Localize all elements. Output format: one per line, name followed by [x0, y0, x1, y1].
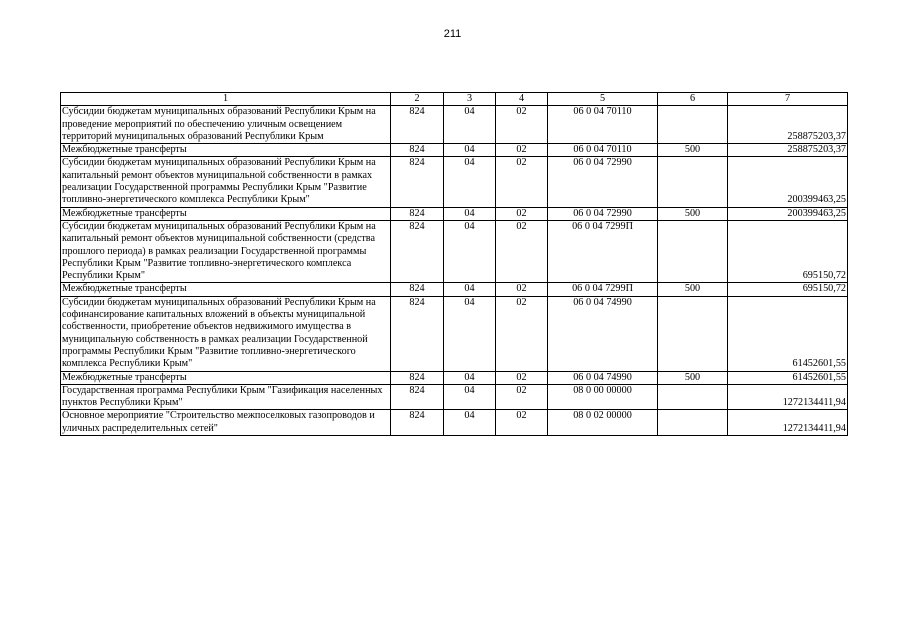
column-header: 3 — [444, 93, 496, 106]
ministry-code-cell: 824 — [391, 410, 444, 436]
amount-cell: 1272134411,94 — [728, 384, 848, 410]
ministry-code-cell: 824 — [391, 371, 444, 384]
column-header: 1 — [61, 93, 391, 106]
column-header: 5 — [548, 93, 658, 106]
ministry-code-cell: 824 — [391, 144, 444, 157]
target-article-cell: 08 0 00 00000 — [548, 384, 658, 410]
row-name-cell: Субсидии бюджетам муниципальных образований Республики Крым на капитальный ремонт объектов муниципальной собственности в рамках реализации Государственной программы Республики Крым "Развитие топливно-энергетического комплекса Республики Крым" — [61, 157, 391, 207]
table-row — [61, 296, 848, 371]
amount-cell: 200399463,25 — [728, 207, 848, 220]
subsection-code-cell: 02 — [496, 296, 548, 371]
ministry-code-cell: 824 — [391, 384, 444, 410]
row-name-cell: Межбюджетные трансферты — [61, 283, 391, 296]
amount-cell: 61452601,55 — [728, 296, 848, 371]
table-row — [61, 410, 848, 436]
ministry-code-cell: 824 — [391, 220, 444, 282]
table-row — [61, 283, 848, 296]
subsection-code-cell: 02 — [496, 157, 548, 207]
target-article-cell: 06 0 04 74990 — [548, 371, 658, 384]
section-code-cell: 04 — [444, 144, 496, 157]
amount-cell: 695150,72 — [728, 220, 848, 282]
column-header: 6 — [658, 93, 728, 106]
subsection-code-cell: 02 — [496, 384, 548, 410]
section-code-cell: 04 — [444, 296, 496, 371]
target-article-cell: 06 0 04 70110 — [548, 106, 658, 144]
row-name-cell: Субсидии бюджетам муниципальных образований Республики Крым на софинансирование капитальных вложений в объекты муниципальной собственности, приобретение объектов недвижимого имущества в муниципальную собственность в рамках реализации Государственной программы Республики Крым "Развитие топливно-энергетического комплекса Республики Крым" — [61, 296, 391, 371]
subsection-code-cell: 02 — [496, 371, 548, 384]
section-code-cell: 04 — [444, 157, 496, 207]
table-row — [61, 220, 848, 282]
budget-table — [60, 92, 848, 436]
target-article-cell: 06 0 04 72990 — [548, 207, 658, 220]
ministry-code-cell: 824 — [391, 207, 444, 220]
row-name-cell: Межбюджетные трансферты — [61, 207, 391, 220]
table-row — [61, 144, 848, 157]
amount-cell: 258875203,37 — [728, 144, 848, 157]
section-code-cell: 04 — [444, 384, 496, 410]
table-row — [61, 157, 848, 207]
section-code-cell: 04 — [444, 220, 496, 282]
subsection-code-cell: 02 — [496, 283, 548, 296]
ministry-code-cell: 824 — [391, 283, 444, 296]
page-number: 211 — [443, 28, 462, 40]
expense-type-cell: 500 — [658, 207, 728, 220]
amount-cell: 1272134411,94 — [728, 410, 848, 436]
subsection-code-cell: 02 — [496, 410, 548, 436]
amount-cell: 695150,72 — [728, 283, 848, 296]
row-name-cell: Субсидии бюджетам муниципальных образований Республики Крым на капитальный ремонт объектов муниципальной собственности (средства прошлого периода) в рамках реализации Государственной программы Республики Крым "Развитие топливно-энергетического комплекса Республики Крым" — [61, 220, 391, 282]
row-name-cell: Государственная программа Республики Крым "Газификация населенных пунктов Республики Крым" — [61, 384, 391, 410]
expense-type-cell — [658, 410, 728, 436]
subsection-code-cell: 02 — [496, 106, 548, 144]
expense-type-cell: 500 — [658, 283, 728, 296]
amount-cell: 61452601,55 — [728, 371, 848, 384]
target-article-cell: 06 0 04 7299П — [548, 220, 658, 282]
target-article-cell: 06 0 04 7299П — [548, 283, 658, 296]
section-code-cell: 04 — [444, 106, 496, 144]
target-article-cell: 06 0 04 70110 — [548, 144, 658, 157]
amount-cell: 200399463,25 — [728, 157, 848, 207]
table-row — [61, 207, 848, 220]
amount-cell: 258875203,37 — [728, 106, 848, 144]
section-code-cell: 04 — [444, 207, 496, 220]
table-row — [61, 371, 848, 384]
column-header: 4 — [496, 93, 548, 106]
section-code-cell: 04 — [444, 371, 496, 384]
expense-type-cell — [658, 106, 728, 144]
section-code-cell: 04 — [444, 410, 496, 436]
row-name-cell: Основное мероприятие "Строительство межпоселковых газопроводов и уличных распределительных сетей" — [61, 410, 391, 436]
target-article-cell: 06 0 04 72990 — [548, 157, 658, 207]
subsection-code-cell: 02 — [496, 144, 548, 157]
column-header: 2 — [391, 93, 444, 106]
row-name-cell: Межбюджетные трансферты — [61, 144, 391, 157]
column-header: 7 — [728, 93, 848, 106]
ministry-code-cell: 824 — [391, 106, 444, 144]
table-row — [61, 384, 848, 410]
expense-type-cell: 500 — [658, 371, 728, 384]
expense-type-cell — [658, 296, 728, 371]
expense-type-cell — [658, 384, 728, 410]
row-name-cell: Субсидии бюджетам муниципальных образований Республики Крым на проведение мероприятий по обеспечению уличным освещением территорий муниципальных образований Республики Крым — [61, 106, 391, 144]
table-row — [61, 106, 848, 144]
row-name-cell: Межбюджетные трансферты — [61, 371, 391, 384]
ministry-code-cell: 824 — [391, 157, 444, 207]
expense-type-cell — [658, 157, 728, 207]
expense-type-cell: 500 — [658, 144, 728, 157]
section-code-cell: 04 — [444, 283, 496, 296]
target-article-cell: 06 0 04 74990 — [548, 296, 658, 371]
expense-type-cell — [658, 220, 728, 282]
table-header-row — [61, 93, 848, 106]
subsection-code-cell: 02 — [496, 220, 548, 282]
subsection-code-cell: 02 — [496, 207, 548, 220]
ministry-code-cell: 824 — [391, 296, 444, 371]
target-article-cell: 08 0 02 00000 — [548, 410, 658, 436]
